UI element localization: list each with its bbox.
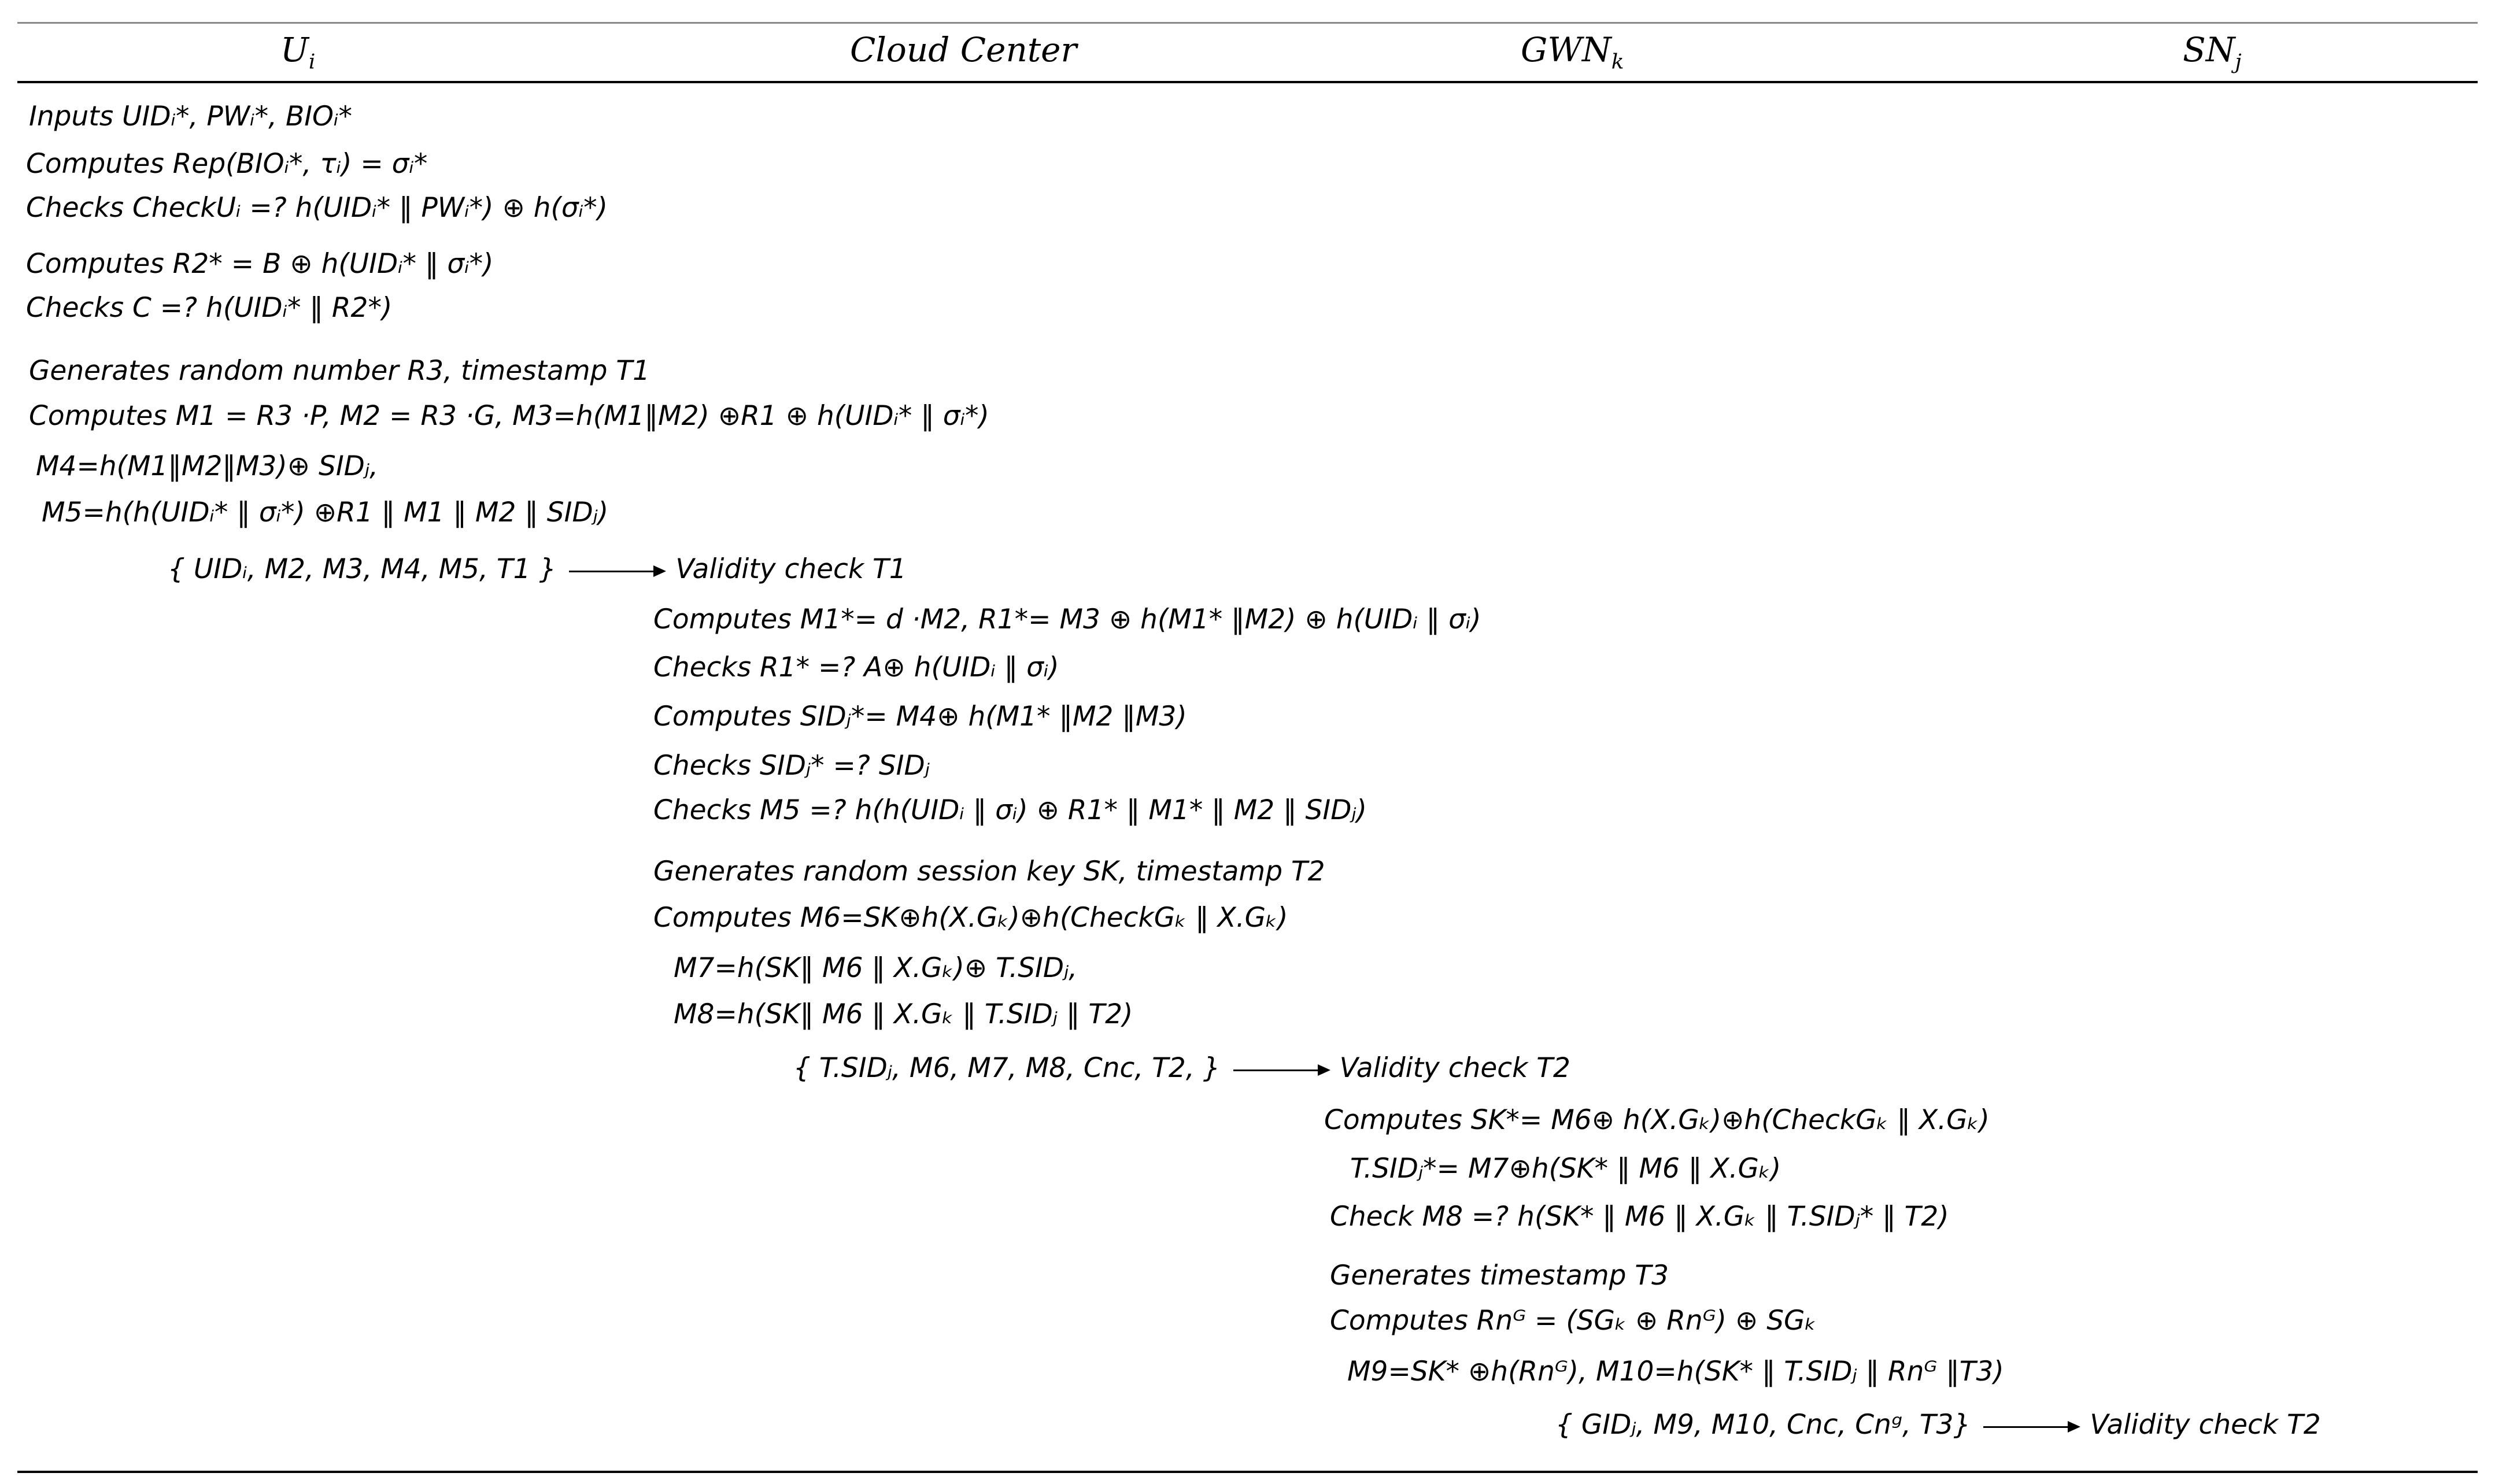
user-generate-random-step: Generates random number R3, timestamp T1 xyxy=(29,355,650,387)
cloud-validity-check-t1: Validity check T1 xyxy=(675,553,907,585)
user-input-step: Inputs UIDᵢ*, PWᵢ*, BIOᵢ* xyxy=(29,101,352,132)
user-compute-m4-step: M4=h(M1‖M2‖M3)⊕ SIDⱼ, xyxy=(36,450,379,482)
cloud-check-m5-step: Checks M5 =? h(h(UIDᵢ ‖ σᵢ) ⊕ R1* ‖ M1* ‖ M2 ‖ SIDⱼ) xyxy=(653,794,1367,826)
column-header-cloud-center: Cloud Center xyxy=(850,30,1077,69)
cloud-compute-m7-step: M7=h(SK‖ M6 ‖ X.Gₖ)⊕ T.SIDⱼ, xyxy=(674,952,1078,984)
user-check-password-step: Checks CheckUᵢ =? h(UIDᵢ* ‖ PWᵢ*) ⊕ h(σᵢ*) xyxy=(26,192,608,224)
column-header-gateway: $GWN_k$ xyxy=(1521,30,1624,74)
column-header-sensor-node: $SN_j$ xyxy=(2183,30,2242,74)
gateway-validity-check-t2: Validity check T2 xyxy=(1339,1052,1570,1084)
bottom-rule xyxy=(17,1471,2478,1473)
cloud-compute-m6-step: Computes M6=SK⊕h(X.Gₖ)⊕h(CheckGₖ ‖ X.Gₖ) xyxy=(653,902,1288,934)
message-cloud-to-gateway-label: { T.SIDⱼ, M6, M7, M8, Cnᴄ, T2, } xyxy=(793,1052,1221,1084)
message-cloud-to-gateway xyxy=(793,1051,1570,1086)
gateway-generate-timestamp-step: Generates timestamp T3 xyxy=(1330,1260,1669,1291)
gateway-compute-rng-step: Computes Rnᴳ = (SGₖ ⊕ Rnᴳ) ⊕ SGₖ xyxy=(1330,1305,1817,1337)
message-user-to-cloud xyxy=(168,552,907,587)
cloud-generate-session-key-step: Generates random session key SK, timestamp T2 xyxy=(653,856,1325,887)
top-rule xyxy=(17,22,2478,24)
right-arrow-icon xyxy=(569,565,666,577)
message-gateway-to-sensor-label: { GIDⱼ, M9, M10, Cnᴄ, Cnᵍ, T3} xyxy=(1555,1409,1971,1441)
cloud-compute-m1-r1-step: Computes M1*= d ·M2, R1*= M3 ⊕ h(M1* ‖M2) ⊕ h(UIDᵢ ‖ σᵢ) xyxy=(653,604,1481,635)
cloud-compute-m8-step: M8=h(SK‖ M6 ‖ X.Gₖ ‖ T.SIDⱼ ‖ T2) xyxy=(674,998,1133,1030)
gateway-compute-m9-m10-step: M9=SK* ⊕h(Rnᴳ), M10=h(SK* ‖ T.SIDⱼ ‖ Rnᴳ ‖T3) xyxy=(1347,1356,2004,1387)
user-reproduce-step: Computes Rep(BIOᵢ*, τᵢ) = σᵢ* xyxy=(26,148,428,180)
gateway-compute-tsid-step: T.SIDⱼ*= M7⊕h(SK* ‖ M6 ‖ X.Gₖ) xyxy=(1350,1153,1781,1185)
cloud-check-r1-step: Checks R1* =? A⊕ h(UIDᵢ ‖ σᵢ) xyxy=(653,652,1059,683)
column-header-user: $U_i$ xyxy=(280,30,316,74)
user-compute-m1-m3-step: Computes M1 = R3 ·P, M2 = R3 ·G, M3=h(M1‖M2) ⊕R1 ⊕ h(UIDᵢ* ‖ σᵢ*) xyxy=(29,400,989,432)
user-compute-m5-step: M5=h(h(UIDᵢ* ‖ σᵢ*) ⊕R1 ‖ M1 ‖ M2 ‖ SIDⱼ) xyxy=(42,497,609,528)
gateway-check-m8-step: Check M8 =? h(SK* ‖ M6 ‖ X.Gₖ ‖ T.SIDⱼ* ‖ T2) xyxy=(1330,1201,1949,1233)
right-arrow-icon xyxy=(1233,1064,1330,1076)
message-gateway-to-sensor xyxy=(1555,1408,2321,1442)
cloud-compute-sid-step: Computes SIDⱼ*= M4⊕ h(M1* ‖M2 ‖M3) xyxy=(653,701,1187,732)
cloud-check-sid-step: Checks SIDⱼ* =? SIDⱼ xyxy=(653,750,930,782)
header-rule xyxy=(17,81,2478,83)
sensor-validity-check-t2: Validity check T2 xyxy=(2090,1409,2321,1441)
right-arrow-icon xyxy=(1983,1421,2080,1433)
gateway-compute-sk-step: Computes SK*= M6⊕ h(X.Gₖ)⊕h(CheckGₖ ‖ X.Gₖ) xyxy=(1324,1104,1990,1136)
user-check-c-step: Checks C =? h(UIDᵢ* ‖ R2*) xyxy=(26,292,393,324)
message-user-to-cloud-label: { UIDᵢ, M2, M3, M4, M5, T1 } xyxy=(168,553,557,585)
user-compute-r2-step: Computes R2* = B ⊕ h(UIDᵢ* ‖ σᵢ*) xyxy=(26,248,494,280)
